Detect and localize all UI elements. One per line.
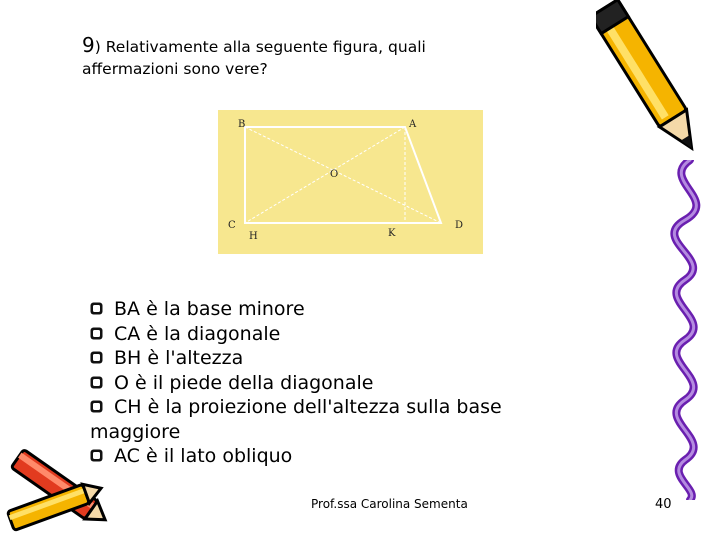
label-H: H — [249, 231, 258, 242]
answer-text: BH è l'altezza — [114, 347, 244, 369]
pencil-clipart-icon — [596, 0, 706, 170]
trapezoid-diagram — [218, 110, 483, 254]
label-B: B — [238, 119, 246, 130]
answer-text: BA è la base minore — [114, 298, 305, 320]
question-number: 9 — [82, 33, 95, 57]
answer-item[interactable] — [90, 395, 580, 444]
pencils-clipart-icon — [0, 445, 115, 540]
answer-item[interactable] — [90, 297, 580, 322]
answer-text: CA è la diagonale — [114, 322, 281, 345]
answer-text: CH è la proiezione dell'altezza sulla base — [114, 396, 502, 418]
checkbox-bullet-icon — [90, 376, 103, 389]
answer-list — [90, 297, 580, 469]
answer-text-continuation: maggiore — [90, 420, 181, 443]
label-A: A — [409, 119, 417, 130]
answer-item[interactable] — [90, 322, 580, 347]
answer-item[interactable] — [90, 371, 580, 396]
question-line-2: affermazioni sono vere? — [82, 60, 268, 78]
squiggle-decoration — [650, 160, 720, 500]
diagonal-BD — [245, 127, 441, 223]
answer-item[interactable] — [90, 444, 580, 469]
label-K: K — [388, 228, 396, 239]
checkbox-bullet-icon — [90, 351, 103, 364]
answer-item[interactable] — [90, 346, 580, 371]
question-line-1: ) Relativamente alla seguente figura, quali — [94, 38, 426, 56]
page-number: 40 — [655, 497, 672, 512]
trapezoid-figure — [218, 110, 483, 254]
label-D: D — [455, 220, 464, 231]
footer-author: Prof.ssa Carolina Sementa — [311, 497, 468, 511]
checkbox-bullet-icon — [90, 400, 103, 413]
answer-text: AC è il lato obliquo — [114, 445, 293, 467]
label-O: O — [330, 169, 339, 180]
diagonal-AC — [245, 127, 405, 223]
label-C: C — [228, 220, 236, 231]
checkbox-bullet-icon — [90, 327, 103, 340]
checkbox-bullet-icon — [90, 302, 103, 315]
answer-text: O è il piede della diagonale — [114, 371, 374, 394]
question-text — [82, 34, 502, 80]
